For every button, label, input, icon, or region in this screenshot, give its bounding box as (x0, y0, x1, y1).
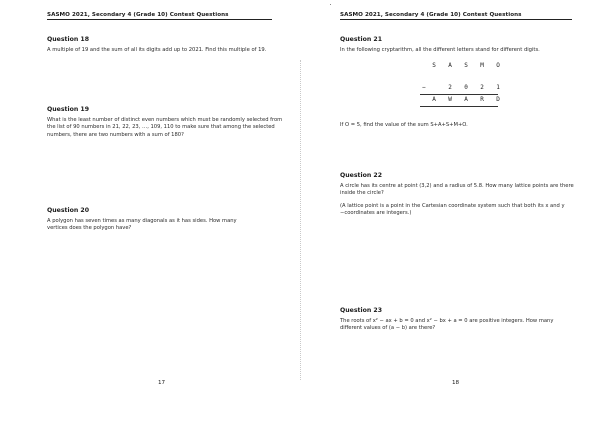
question-20-title: Question 20 (47, 207, 90, 214)
question-23-text: The roots of x² − ax + b = 0 and x² − bx + a = 0 are positive integers. How many different values of (a − b) are there? (340, 318, 554, 332)
cryptarithm-underline (420, 106, 498, 107)
crypt-letter: S (464, 62, 468, 69)
crypt-letter: D (496, 96, 500, 103)
question-22-title: Question 22 (340, 172, 383, 179)
crypt-digit: 2 (448, 84, 452, 91)
cryptarithm-row-award (420, 96, 510, 104)
crypt-letter: O (496, 62, 500, 69)
cryptarithm-row-sasmo (420, 62, 510, 70)
question-22-text: A circle has its centre at point (3,2) and a radius of 5.8. How many lattice points are there inside the circle? (340, 183, 574, 197)
crypt-digit: 1 (496, 84, 500, 91)
question-21-text: In the following cryptarithm, all the different letters stand for different digits. (340, 47, 540, 53)
question-21-followup: If O = 5, find the value of the sum S+A+S+M+O. (340, 122, 468, 128)
crypt-letter: S (432, 62, 436, 69)
crypt-letter: A (448, 62, 452, 69)
cryptarithm-row-2021 (420, 84, 510, 92)
page-number: 18 (452, 380, 460, 386)
cryptarithm-rule (420, 94, 498, 95)
crypt-letter: R (480, 96, 484, 103)
crypt-letter: A (432, 96, 436, 103)
question-19-title: Question 19 (47, 106, 90, 113)
page-header: SASMO 2021, Secondary 4 (Grade 10) Contest Questions (47, 12, 272, 20)
question-23-title: Question 23 (340, 307, 383, 314)
crypt-letter: A (464, 96, 468, 103)
question-19-text: What is the least number of distinct even numbers which must be randomly selected from the list of 90 numbers in 21, 22, 23, …, 109, 110 to make sure that among the selected numbers, there are two numbers with a sum of 180? (47, 117, 283, 138)
crypt-letter: M (480, 62, 484, 69)
crypt-digit: 0 (464, 84, 468, 91)
minus-sign: − (422, 84, 426, 91)
question-21-title: Question 21 (340, 36, 383, 43)
question-18-text: A multiple of 19 and the sum of all its digits add up to 2021. Find this multiple of 19. (47, 47, 267, 53)
crypt-letter: W (448, 96, 452, 103)
crypt-digit: 2 (480, 84, 484, 91)
question-20-text: A polygon has seven times as many diagonals as it has sides. How many vertices does the polygon have? (47, 218, 237, 232)
page-header: SASMO 2021, Secondary 4 (Grade 10) Contest Questions (340, 12, 572, 20)
question-22-note: (A lattice point is a point in the Cartesian coordinate system such that both its x and y −coordinates are integers.) (340, 203, 565, 217)
question-18-title: Question 18 (47, 36, 90, 43)
page-number: 17 (158, 380, 166, 386)
